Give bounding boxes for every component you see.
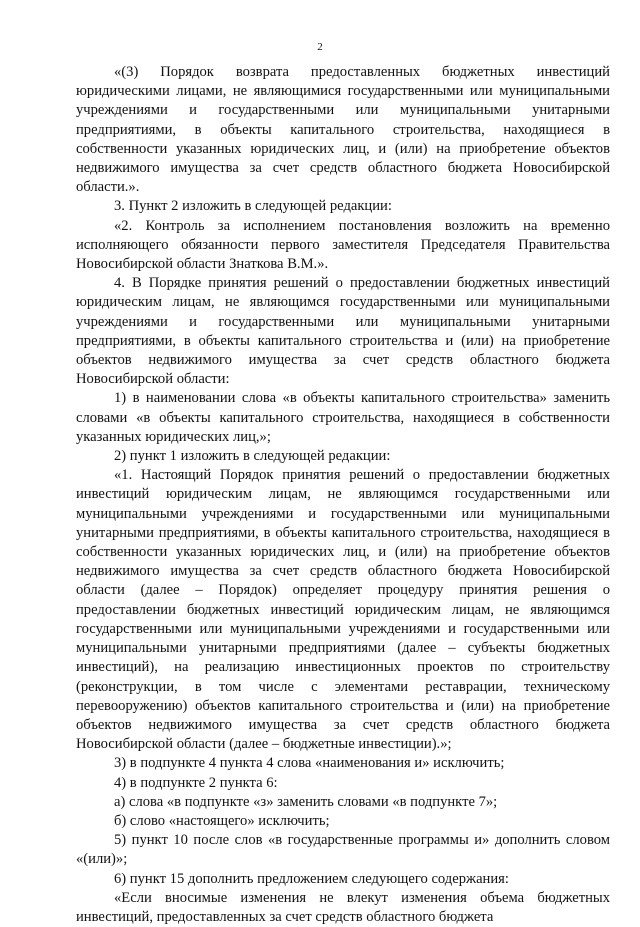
page-number: 2 [317,41,323,53]
paragraph: 3. Пункт 2 изложить в следующей редакции: [114,198,392,215]
paragraph: 3) в подпункте 4 пункта 4 слова «наименования и» исключить; [114,755,505,772]
paragraph: «1. Настоящий Порядок принятия решений о предоставлении бюджетных инвестиций юридическим лицам, не являющимся государственными или муниципальными учреждениями и государственными или муниципальными унитарными предприятиями, в объекты капитального строительства, находящиеся в собственности указанных юридических лиц, и (или) на приобретение объектов недвижимого имущества за счет средств областного бюджета Новосибирской области (далее – Порядок) определяет процедуру принятия решения о предоставлении бюджетных инвестиций юридическим лицам, не являющимся государственными или муниципальными учреждениями и государственными или муниципальными унитарными предприятиями (далее – субъекты бюджетных инвестиций), на реализацию инвестиционных проектов по строительству (реконструкции, в том числе с элементами реставрации, техническому перевооружению) объектов капитального строительства и (или) на приобретение объектов недвижимого имущества за счет средств областного бюджета Новосибирской области (далее – бюджетные инвестиции).»; [76,467,610,753]
paragraph: 4. В Порядке принятия решений о предоставлении бюджетных инвестиций юридическим лицам, не являющимся государственными или муниципальными учреждениями и государственными или муниципальными унитарными предприятиями, в объекты капитального строительства и (или) на приобретение объектов недвижимого имущества за счет средств областного бюджета Новосибирской области: [76,275,610,388]
paragraph: 5) пункт 10 после слов «в государственные программы и» дополнить словом «(или)»; [76,832,610,868]
paragraph: 6) пункт 15 дополнить предложением следующего содержания: [114,870,509,887]
paragraph: «Если вносимые изменения не влекут изменения объема бюджетных инвестиций, предоставленных за счет средств областного бюджета [76,889,610,925]
document-body [76,63,610,927]
paragraph: «2. Контроль за исполнением постановления возложить на временно исполняющего обязанности первого заместителя Председателя Правительства Новосибирской области Знаткова В.М.». [76,217,610,273]
paragraph: 4) в подпункте 2 пункта 6: [114,774,278,791]
paragraph: 1) в наименовании слова «в объекты капитального строительства» заменить словами «в объекты капитального строительства, находящиеся в собственности указанных юридических лиц,»; [76,390,610,445]
paragraph: а) слова «в подпункте «з» заменить словами «в подпункте 7»; [114,793,498,810]
paragraph: б) слово «настоящего» исключить; [114,812,330,829]
paragraph: «(3) Порядок возврата предоставленных бюджетных инвестиций юридическими лицами, не являющимися государственными или муниципальными учреждениями и государственными или муниципальными унитарными предприятиями, в объекты капитального строительства, находящиеся в собственности указанных юридических лиц, и (или) на приобретение объектов недвижимого имущества за счет средств областного бюджета Новосибирской области.». [76,64,610,196]
paragraph: 2) пункт 1 изложить в следующей редакции: [114,448,391,465]
